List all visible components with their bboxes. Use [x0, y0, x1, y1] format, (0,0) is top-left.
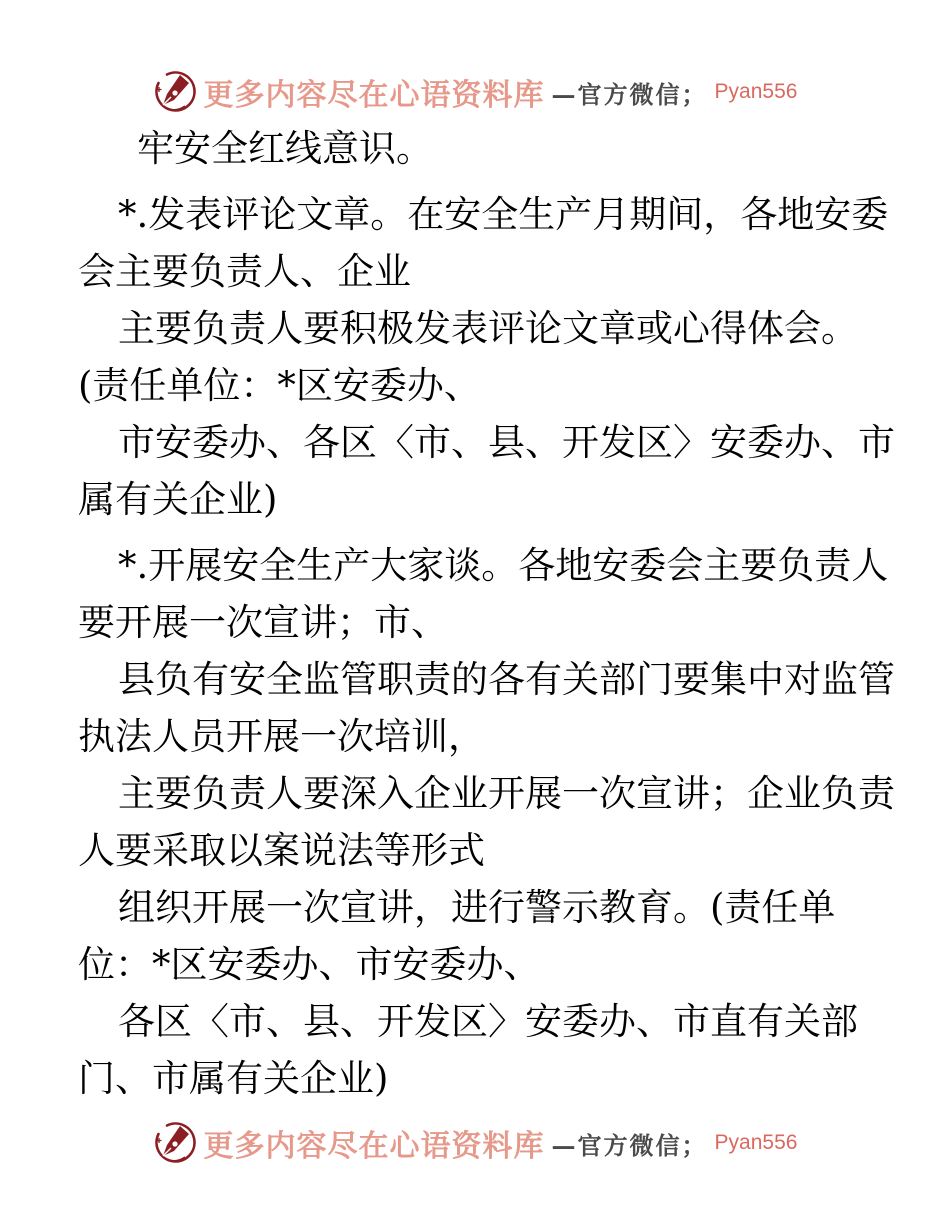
- text-line: 会主要负责人、企业: [78, 250, 411, 293]
- text-line: 主要负责人要深入企业开展一次宣讲；企业负责: [118, 772, 895, 815]
- text-line: *.开展安全生产大家谈。各地安委会主要负责人: [118, 544, 889, 587]
- text-line: *.发表评论文章。在安全生产月期间，各地安委: [118, 193, 889, 236]
- text-line: 市安委办、各区〈市、县、开发区〉安委办、市: [118, 421, 895, 464]
- footer-watermark: [0, 1121, 950, 1165]
- watermark-site-text: 更多内容尽在心语资料库: [203, 1129, 545, 1164]
- text-line: 位：*区安委办、市安委办、: [78, 943, 541, 986]
- text-line: (责任单位：*区安委办、: [78, 364, 481, 407]
- document-body: [0, 120, 950, 1107]
- text-line: 牢安全红线意识。: [137, 127, 433, 170]
- text-line: 要开展一次宣讲；市、: [78, 601, 448, 644]
- pen-circle-logo-icon: [153, 70, 197, 114]
- text-line: 属有关企业): [78, 478, 278, 521]
- text-line: 门、市属有关企业): [78, 1057, 389, 1100]
- header-watermark: [0, 0, 950, 114]
- text-line: 县负有安全监管职责的各有关部门要集中对监管: [118, 658, 895, 701]
- watermark-account: Pyan556: [714, 80, 798, 103]
- watermark-site-text: 更多内容尽在心语资料库: [203, 78, 545, 113]
- watermark-wechat-label: —官方微信；: [551, 79, 708, 109]
- text-line: 组织开展一次宣讲，进行警示教育。(责任单: [118, 886, 836, 929]
- text-line: 各区〈市、县、开发区〉安委办、市直有关部: [118, 1000, 858, 1043]
- watermark-wechat-label: —官方微信；: [551, 1130, 708, 1160]
- text-line: 执法人员开展一次培训，: [78, 715, 485, 758]
- text-line: 人要采取以案说法等形式: [78, 829, 485, 872]
- watermark-account: Pyan556: [714, 1131, 798, 1154]
- pen-circle-logo-icon: [153, 1121, 197, 1165]
- text-line: 主要负责人要积极发表评论文章或心得体会。: [118, 307, 858, 350]
